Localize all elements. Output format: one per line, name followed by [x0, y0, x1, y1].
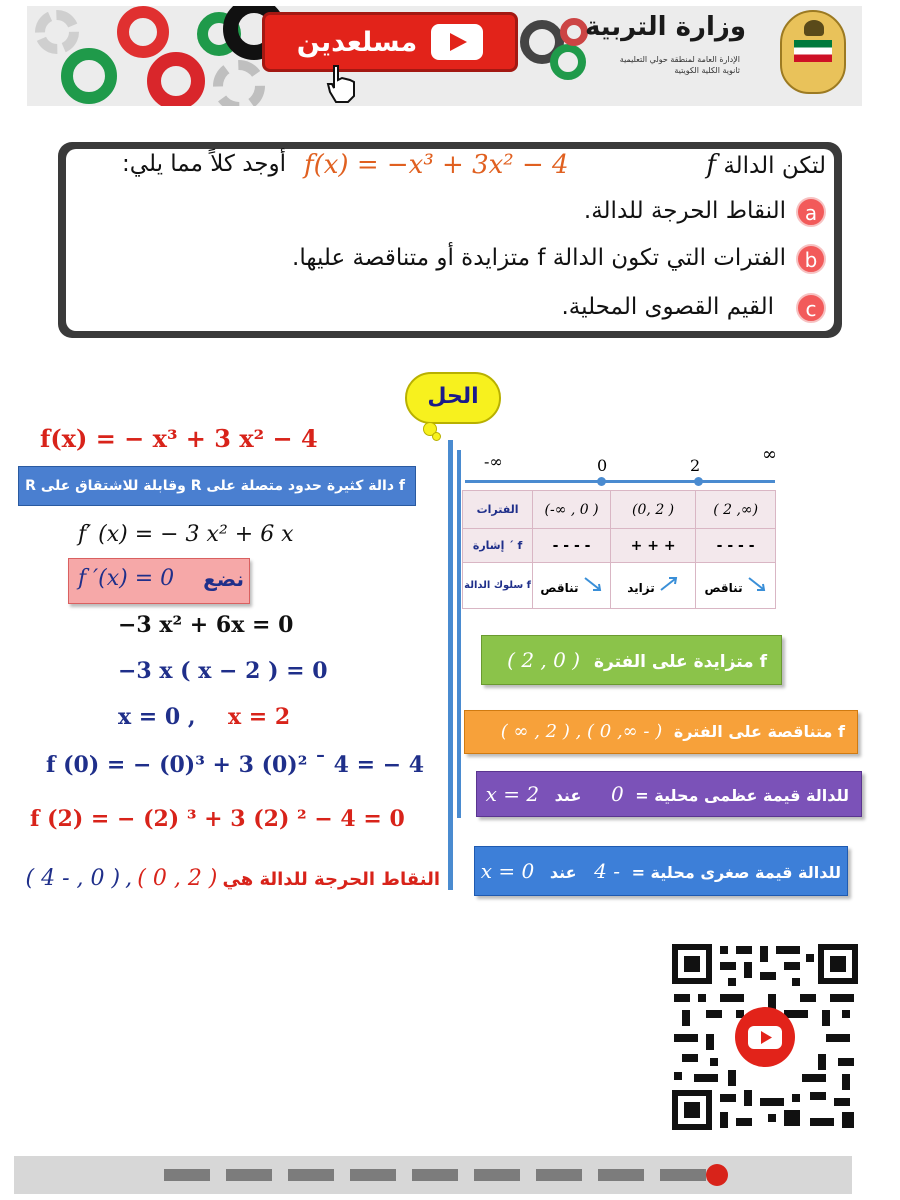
behavior-cell: تناقص [696, 563, 776, 609]
local-max-result: للدالة قيمة عظمى محلية = 0 عند x = 2 [476, 771, 862, 817]
critical-point-1: ( 2 , 0 ) [137, 866, 218, 891]
question-item-a: النقاط الحرجة للدالة. [583, 198, 786, 224]
number-line-label: ∞ [762, 444, 777, 465]
question-intro: لتكن الدالة [723, 153, 826, 179]
question-formula: f(x) = −x³ + 3x² − 4 [304, 150, 569, 180]
set-label: نضع [203, 566, 244, 591]
gear-icon [213, 60, 265, 106]
decreasing-result: f متناقصة على الفترة ( - ∞, 0 ) , ( 2 , ∞ ) [464, 710, 858, 754]
critical-point-2: ( 0 , - 4 ) [25, 866, 121, 891]
sign-cell: - - - - [533, 529, 611, 563]
interval-cell: ( 2 ,∞) [696, 491, 776, 529]
badge-c: c [796, 293, 826, 323]
number-line-label: 2 [690, 456, 701, 475]
number-line [465, 480, 775, 483]
critical-point-separator: , [125, 866, 133, 891]
divider-line [448, 440, 453, 890]
gear-icon [117, 6, 169, 58]
interval-cell: (-∞ , 0 ) [533, 491, 611, 529]
root-x2: x = 2 [228, 704, 291, 730]
hand-cursor-icon [322, 62, 362, 104]
youtube-icon [735, 1003, 795, 1063]
derivative: f′ (x) = − 3 x² + 6 x [78, 522, 294, 547]
gear-icon [61, 48, 117, 104]
behavior-cell: تزايد [610, 563, 695, 609]
number-line-point-0 [597, 477, 606, 486]
badge-b: b [796, 244, 826, 274]
cloud-tail [432, 432, 441, 441]
row-header-sign: إشارة ´ f [463, 529, 533, 563]
f-at-2: f (2) = − (2) ³ + 3 (2) ² − 4 = 0 [30, 806, 405, 832]
increasing-result: f متزايدة على الفترة ( 0 , 2 ) [481, 635, 782, 685]
number-line-point-2 [694, 477, 703, 486]
ministry-title: وزارة التربية [584, 12, 746, 42]
increasing-arrow-icon [659, 576, 679, 592]
solution-function: f(x) = − x³ + 3 x² − 4 [40, 424, 318, 453]
question-item-b: الفترات التي تكون الدالة f متزايدة أو متناقصة عليها. [292, 245, 786, 271]
number-line-label: -∞ [484, 452, 503, 471]
behavior-cell: تناقص [533, 563, 611, 609]
channel-name: مسلعدين [296, 26, 418, 58]
number-line-label: 0 [597, 456, 608, 475]
question-func-name: f [706, 150, 717, 180]
continuity-note: f دالة كثيرة حدود متصلة على R وقابلة للاشتقاق على R [18, 466, 416, 506]
critical-points-label: النقاط الحرجة للدالة هي [222, 869, 440, 890]
local-min-result: للدالة قيمة صغرى محلية = - 4 عند x = 0 [474, 846, 848, 896]
sign-cell: + + + [610, 529, 695, 563]
youtube-icon [431, 24, 483, 60]
step-2: −3 x ( x − 2 ) = 0 [118, 658, 328, 684]
decreasing-arrow-icon [747, 576, 767, 592]
solution-title: الحل [405, 372, 501, 424]
question-item-c: القيم القصوى المحلية. [561, 294, 774, 320]
row-header-intervals: الفترات [463, 491, 533, 529]
footer-bar [14, 1156, 852, 1194]
set-equation: f ′(x) = 0 [78, 566, 175, 591]
sign-table [462, 490, 776, 609]
step-1: −3 x² + 6x = 0 [118, 612, 294, 638]
kuwait-emblem-icon [780, 10, 846, 94]
gear-icon [35, 10, 79, 54]
root-x0: x = 0 , [118, 704, 196, 730]
interval-cell: (0, 2 ) [610, 491, 695, 529]
youtube-channel-banner[interactable] [262, 12, 518, 72]
f-at-0: f (0) = − (0)³ + 3 (0)² ¯ 4 = − 4 [46, 752, 425, 778]
gear-icon [147, 52, 205, 106]
row-header-behavior: سلوك الدالة f [463, 563, 533, 609]
decreasing-arrow-icon [583, 576, 603, 592]
divider-line [457, 450, 461, 818]
sign-cell: - - - - [696, 529, 776, 563]
ministry-subtitle: الإدارة العامة لمنطقة حولي التعليمية ثانوية الكلية الكويتية [619, 55, 740, 75]
question-instruction: أوجد كلاً مما يلي: [122, 151, 286, 177]
badge-a: a [796, 197, 826, 227]
